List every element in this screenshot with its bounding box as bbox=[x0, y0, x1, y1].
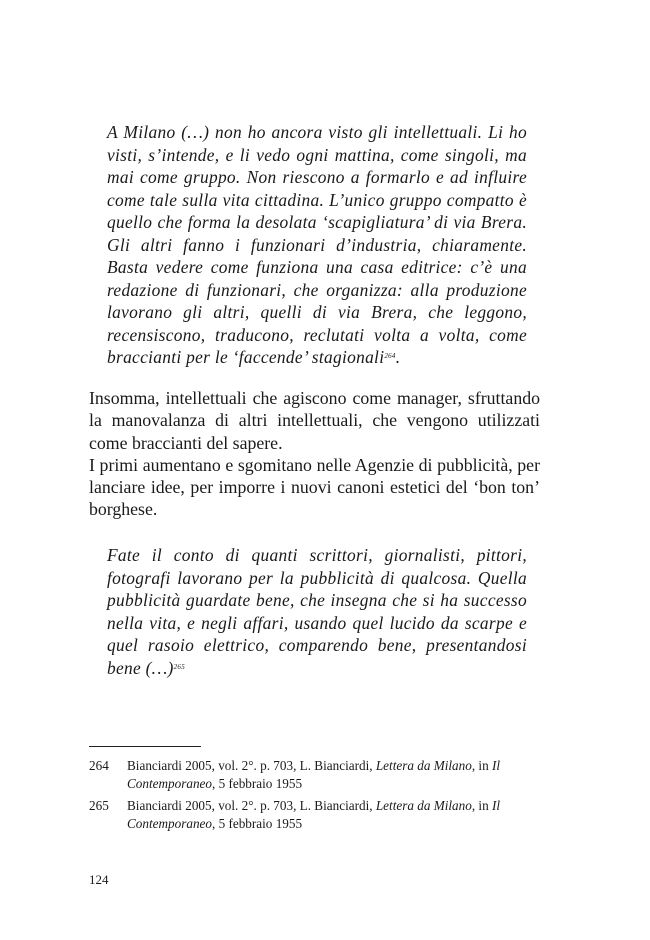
footnote-number: 265 bbox=[89, 798, 109, 813]
quote-text: Fate il conto di quanti scrittori, giornalisti, pittori, fotografi lavorano per la pubblicità di qualcosa. Quella pubblicità guardate bene, che insegna che si ha successo nella vita, e negli affari, usando quel lucido da scarpe e quel rasoio elettrico, comparendo bene, presentandosi bene (…) bbox=[107, 545, 527, 678]
block-quote-milano bbox=[107, 121, 527, 369]
footnote-separator bbox=[89, 746, 201, 747]
footnote-title: Lettera da Milano bbox=[375, 758, 472, 773]
footnote-text: Bianciardi 2005, vol. 2°. p. 703, L. Bianciardi, Lettera da Milano, in Il Contemporaneo, 5 febbraio 1955 bbox=[127, 758, 501, 791]
page-number: 124 bbox=[89, 872, 109, 887]
paragraph: Insomma, intellettuali che agiscono come manager, sfruttando la manovalanza di altri intellettuali, che vengono utilizzati come braccianti del sapere. bbox=[89, 388, 540, 453]
quote-end: . bbox=[395, 347, 401, 367]
block-quote-pubblicita bbox=[107, 544, 527, 679]
footnote-ref-264[interactable]: 264 bbox=[384, 352, 396, 360]
footnote-title: Lettera da Milano bbox=[375, 798, 472, 813]
footnotes bbox=[89, 757, 540, 837]
footnote-265 bbox=[89, 797, 540, 832]
footnote-text: Bianciardi 2005, vol. 2°. p. 703, L. Bianciardi, Lettera da Milano, in Il Contemporaneo, 5 febbraio 1955 bbox=[127, 798, 501, 831]
paragraph: I primi aumentano e sgomitano nelle Agenzie di pubblicità, per lanciare idee, per imporre i nuovi canoni estetici del ‘bon ton’ borghese. bbox=[89, 454, 540, 520]
footnote-number: 264 bbox=[89, 758, 109, 773]
footnote-journal: Il Contemporaneo bbox=[127, 758, 501, 791]
body-text bbox=[89, 387, 540, 521]
footnote-264 bbox=[89, 757, 540, 792]
footnote-ref-265[interactable]: 265 bbox=[173, 662, 186, 671]
quote-text: A Milano (…) non ho ancora visto gli intellettuali. Li ho visti, s’intende, e li vedo ogni mattina, come singoli, ma mai come gruppo. Non riescono a formarlo e ad influire come tale sulla vita cittadina. L’unico gruppo compatto è quello che forma la desolata ‘scapigliatura’ di via Brera. Gli altri fanno i funzionari d’industria, chiaramente. Basta vedere come funziona una casa editrice: c’è una redazione di funzionari, che organizza: alla produzione lavorano gli altri, quelli di via Brera, che leggono, recensiscono, traducono, reclutati volta a volta, come braccianti per le ‘faccende’ stagionali bbox=[107, 122, 527, 367]
footnote-journal: Il Contemporaneo bbox=[127, 798, 501, 831]
